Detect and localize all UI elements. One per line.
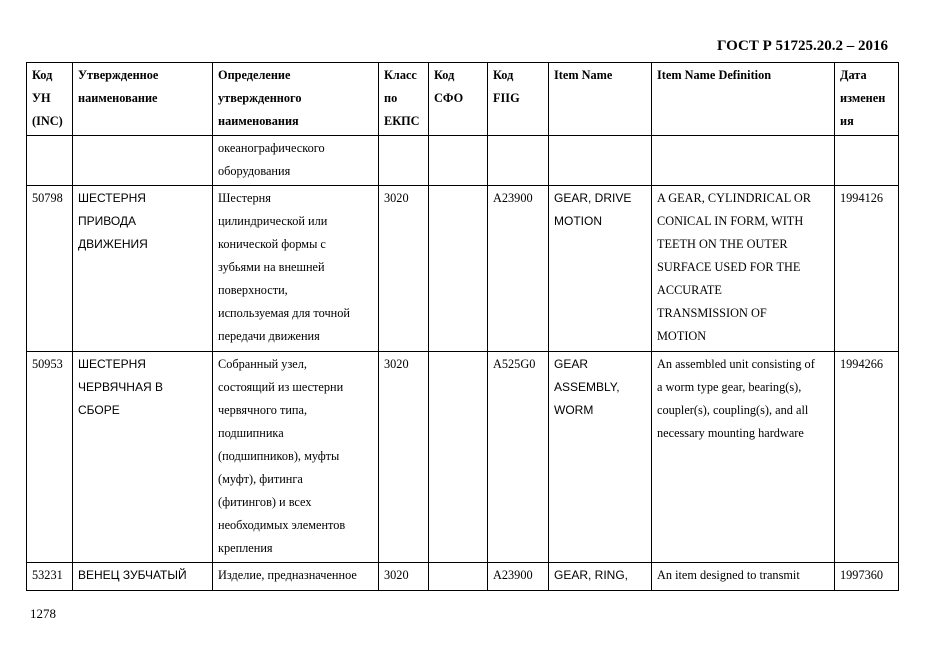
col-fiig-header bbox=[488, 63, 549, 136]
cell-line: A23900 bbox=[493, 191, 533, 205]
header-line: по bbox=[384, 91, 398, 105]
cell-line: GEAR, RING, bbox=[554, 568, 629, 582]
fiig-cell bbox=[488, 352, 549, 563]
header-line: Item Name bbox=[554, 68, 613, 82]
item-name-table bbox=[26, 62, 899, 591]
header-line: УН bbox=[32, 91, 51, 105]
cell-line: A525G0 bbox=[493, 357, 536, 371]
sfo-cell bbox=[429, 186, 488, 352]
col-sfo-header bbox=[429, 63, 488, 136]
header-line: СФО bbox=[434, 91, 464, 105]
date-cell bbox=[835, 563, 899, 591]
cell-line: WORM bbox=[554, 403, 594, 417]
sfo-cell bbox=[429, 136, 488, 186]
cell-line: океанографического bbox=[218, 141, 325, 155]
item-def-cell bbox=[652, 186, 835, 352]
col-class-header bbox=[379, 63, 429, 136]
header-line: Дата bbox=[840, 68, 867, 82]
inc-cell bbox=[27, 352, 73, 563]
cell-line: ДВИЖЕНИЯ bbox=[78, 237, 148, 251]
cell-line: подшипника bbox=[218, 426, 284, 440]
cell-line: ШЕСТЕРНЯ bbox=[78, 191, 146, 205]
cell-line: используемая для точной bbox=[218, 306, 350, 320]
cell-line: TRANSMISSION OF bbox=[657, 306, 767, 320]
cell-line: MOTION bbox=[657, 329, 707, 343]
cell-line: 1994266 bbox=[840, 357, 884, 371]
cell-line: 3020 bbox=[384, 568, 409, 582]
cell-line: цилиндрической или bbox=[218, 214, 328, 228]
cell-line: TEETH ON THE OUTER bbox=[657, 237, 788, 251]
inc-cell bbox=[27, 136, 73, 186]
cell-line: ASSEMBLY, bbox=[554, 380, 620, 394]
name-cell bbox=[73, 186, 213, 352]
class-cell bbox=[379, 136, 429, 186]
col-item-def-header bbox=[652, 63, 835, 136]
definition-cell bbox=[213, 352, 379, 563]
cell-line: Собранный узел, bbox=[218, 357, 307, 371]
cell-line: необходимых элементов bbox=[218, 518, 346, 532]
cell-line: крепления bbox=[218, 541, 273, 555]
cell-line: состоящий из шестерни bbox=[218, 380, 344, 394]
cell-line: ЧЕРВЯЧНАЯ В bbox=[78, 380, 163, 394]
page-number: 1278 bbox=[30, 606, 56, 621]
name-cell bbox=[73, 352, 213, 563]
cell-line: 3020 bbox=[384, 357, 409, 371]
cell-line: (фитингов) и всех bbox=[218, 495, 312, 509]
header-line: утвержденного bbox=[218, 91, 302, 105]
header-line: Код bbox=[493, 68, 514, 82]
header-line: FIIG bbox=[493, 91, 520, 105]
date-cell bbox=[835, 352, 899, 563]
document-header: ГОСТ Р 51725.20.2 – 2016 bbox=[716, 38, 888, 54]
cell-line: зубьями на внешней bbox=[218, 260, 325, 274]
header-line: Класс bbox=[384, 68, 417, 82]
item-def-cell bbox=[652, 352, 835, 563]
class-cell bbox=[379, 563, 429, 591]
cell-line: A23900 bbox=[493, 568, 533, 582]
cell-line: ACCURATE bbox=[657, 283, 722, 297]
date-cell bbox=[835, 136, 899, 186]
header-line: Определение bbox=[218, 68, 291, 82]
fiig-cell bbox=[488, 186, 549, 352]
cell-line: A GEAR, CYLINDRICAL OR bbox=[657, 191, 811, 205]
cell-line: SURFACE USED FOR THE bbox=[657, 260, 801, 274]
header-line: ЕКПС bbox=[384, 114, 420, 128]
sfo-cell bbox=[429, 352, 488, 563]
item-name-cell bbox=[549, 186, 652, 352]
col-name-header bbox=[73, 63, 213, 136]
col-item-name-header bbox=[549, 63, 652, 136]
header-line: изменен bbox=[840, 91, 886, 105]
col-definition-header bbox=[213, 63, 379, 136]
cell-line: 3020 bbox=[384, 191, 409, 205]
cell-line: coupler(s), coupling(s), and all bbox=[657, 403, 809, 417]
cell-line: 1997360 bbox=[840, 568, 884, 582]
cell-line: necessary mounting hardware bbox=[657, 426, 804, 440]
header-line: ия bbox=[840, 114, 854, 128]
inc-cell bbox=[27, 186, 73, 352]
cell-line: 53231 bbox=[32, 568, 63, 582]
item-name-cell bbox=[549, 563, 652, 591]
table-row bbox=[27, 186, 899, 352]
date-cell bbox=[835, 186, 899, 352]
col-date-header bbox=[835, 63, 899, 136]
header-line: наименования bbox=[218, 114, 299, 128]
cell-line: Шестерня bbox=[218, 191, 271, 205]
definition-cell bbox=[213, 136, 379, 186]
inc-cell bbox=[27, 563, 73, 591]
cell-line: ВЕНЕЦ ЗУБЧАТЫЙ bbox=[78, 568, 187, 582]
table-row bbox=[27, 136, 899, 186]
table-header-row bbox=[27, 63, 899, 136]
cell-line: ШЕСТЕРНЯ bbox=[78, 357, 146, 371]
cell-line: конической формы с bbox=[218, 237, 326, 251]
header-line: Утвержденное bbox=[78, 68, 159, 82]
header-line: наименование bbox=[78, 91, 158, 105]
cell-line: червячного типа, bbox=[218, 403, 308, 417]
item-name-cell bbox=[549, 136, 652, 186]
cell-line: Изделие, предназначенное bbox=[218, 568, 357, 582]
cell-line: передачи движения bbox=[218, 329, 320, 343]
fiig-cell bbox=[488, 136, 549, 186]
cell-line: СБОРЕ bbox=[78, 403, 120, 417]
definition-cell bbox=[213, 186, 379, 352]
cell-line: GEAR bbox=[554, 357, 589, 371]
cell-line: 50953 bbox=[32, 357, 63, 371]
name-cell bbox=[73, 136, 213, 186]
cell-line: поверхности, bbox=[218, 283, 288, 297]
item-name-cell bbox=[549, 352, 652, 563]
header-line: Item Name Definition bbox=[657, 68, 772, 82]
definition-cell bbox=[213, 563, 379, 591]
cell-line: 50798 bbox=[32, 191, 63, 205]
header-line: (INC) bbox=[32, 114, 63, 128]
cell-line: MOTION bbox=[554, 214, 602, 228]
item-def-cell bbox=[652, 563, 835, 591]
cell-line: An assembled unit consisting of bbox=[657, 357, 815, 371]
table-row bbox=[27, 352, 899, 563]
table-row bbox=[27, 563, 899, 591]
name-cell bbox=[73, 563, 213, 591]
cell-line: 1994126 bbox=[840, 191, 884, 205]
col-inc-header bbox=[27, 63, 73, 136]
cell-line: оборудования bbox=[218, 164, 291, 178]
item-def-cell bbox=[652, 136, 835, 186]
cell-line: (подшипников), муфты bbox=[218, 449, 340, 463]
fiig-cell bbox=[488, 563, 549, 591]
cell-line: CONICAL IN FORM, WITH bbox=[657, 214, 804, 228]
header-line: Код bbox=[32, 68, 53, 82]
class-cell bbox=[379, 186, 429, 352]
cell-line: GEAR, DRIVE bbox=[554, 191, 632, 205]
cell-line: An item designed to transmit bbox=[657, 568, 800, 582]
cell-line: (муфт), фитинга bbox=[218, 472, 303, 486]
sfo-cell bbox=[429, 563, 488, 591]
cell-line: a worm type gear, bearing(s), bbox=[657, 380, 802, 394]
cell-line: ПРИВОДА bbox=[78, 214, 137, 228]
header-line: Код bbox=[434, 68, 455, 82]
class-cell bbox=[379, 352, 429, 563]
